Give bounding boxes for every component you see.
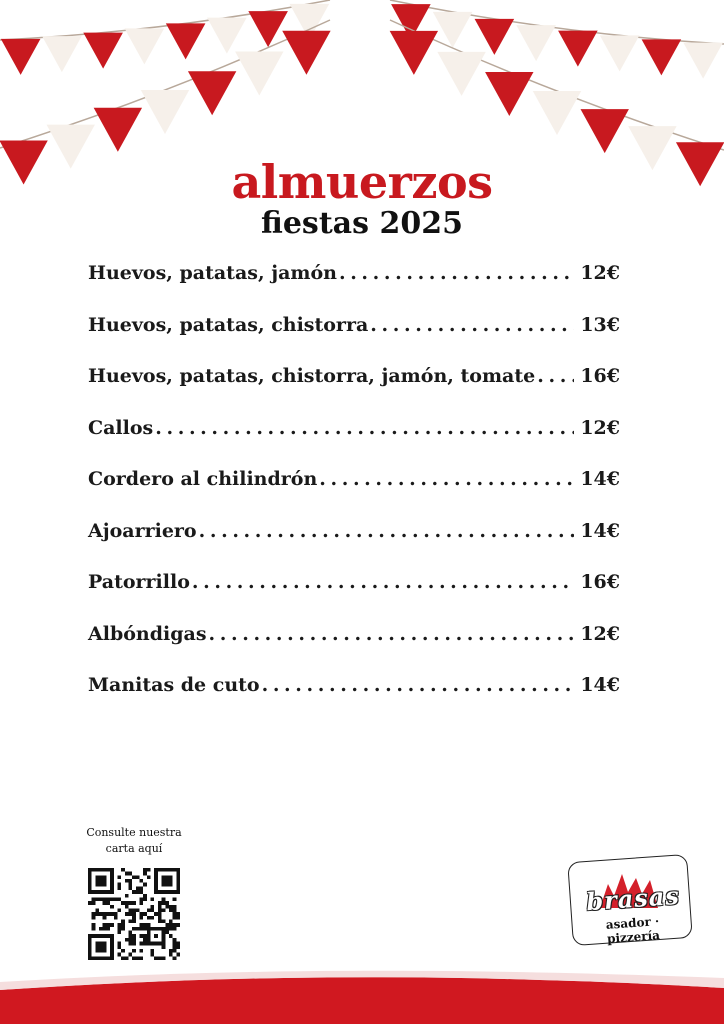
qr-module <box>121 868 125 872</box>
qr-module <box>140 934 144 938</box>
qr-module <box>103 897 107 901</box>
menu-item-price: 16€ <box>580 571 620 593</box>
qr-module <box>117 923 121 927</box>
bunting-flag <box>390 31 438 75</box>
qr-module <box>95 912 99 916</box>
qr-module <box>176 942 180 946</box>
bunting-flag <box>94 108 142 152</box>
qr-module <box>114 916 118 920</box>
menu-item-price: 12€ <box>580 622 620 645</box>
qr-module <box>106 927 110 931</box>
qr-module <box>173 923 177 927</box>
bunting-flag <box>642 39 682 75</box>
qr-module <box>128 883 132 887</box>
qr-module <box>173 927 177 931</box>
qr-module <box>121 923 125 927</box>
qr-module <box>128 901 132 905</box>
qr-module <box>158 920 162 924</box>
qr-module <box>117 897 121 901</box>
qr-module <box>176 912 180 916</box>
qr-module <box>125 901 129 905</box>
bottom-wave-decoration <box>0 960 724 1024</box>
qr-module <box>165 927 169 931</box>
qr-module <box>165 905 169 909</box>
bunting-flag <box>188 71 236 115</box>
qr-module <box>143 942 147 946</box>
qr-module <box>162 908 166 912</box>
qr-module <box>128 908 132 912</box>
qr-module <box>136 890 140 894</box>
qr-module <box>92 897 96 901</box>
qr-module <box>110 905 114 909</box>
qr-module <box>128 931 132 935</box>
qr-module <box>162 875 173 886</box>
qr-module <box>162 920 166 924</box>
qr-module <box>147 908 151 912</box>
qr-module <box>132 927 136 931</box>
bunting-flag <box>166 23 206 59</box>
qr-module <box>147 923 151 927</box>
qr-module <box>140 916 144 920</box>
qr-module <box>176 923 180 927</box>
qr-module <box>117 931 121 935</box>
qr-module <box>165 931 169 935</box>
qr-module <box>117 945 121 949</box>
qr-module <box>132 938 136 942</box>
qr-module <box>121 927 125 931</box>
qr-module <box>128 953 132 957</box>
menu-item-price: 12€ <box>580 416 620 439</box>
menu-item <box>88 520 620 572</box>
menu-item-price: 14€ <box>580 674 620 696</box>
qr-module <box>92 916 96 920</box>
qr-module <box>92 927 96 931</box>
qr-module <box>128 872 132 876</box>
page-title: almuerzos <box>231 155 493 209</box>
qr-module <box>162 897 166 901</box>
qr-module <box>95 875 106 886</box>
menu-item-name: Callos <box>88 416 154 439</box>
qr-caption-line: carta aquí <box>105 842 163 855</box>
qr-module <box>92 923 96 927</box>
qr-module <box>121 901 125 905</box>
menu-item-name: Albóndigas <box>88 622 207 645</box>
qr-module <box>173 916 177 920</box>
qr-module <box>143 923 147 927</box>
qr-module <box>158 905 162 909</box>
qr-module <box>143 927 147 931</box>
qr-module <box>103 901 107 905</box>
qr-module <box>121 949 125 953</box>
qr-module <box>158 908 162 912</box>
qr-module <box>173 938 177 942</box>
qr-module <box>173 912 177 916</box>
qr-module <box>132 934 136 938</box>
qr-module <box>158 916 162 920</box>
bunting-flag <box>207 18 247 54</box>
menu-item <box>88 571 620 623</box>
menu-item-price: 16€ <box>580 365 620 387</box>
qr-module <box>151 949 155 953</box>
qr-module <box>169 934 173 938</box>
qr-module <box>95 942 106 953</box>
qr-module <box>117 927 121 931</box>
qr-module <box>143 934 147 938</box>
qr-module <box>132 942 136 946</box>
bunting-flag <box>42 36 82 72</box>
qr-module <box>140 923 144 927</box>
qr-module <box>125 905 129 909</box>
qr-module <box>106 912 110 916</box>
qr-module <box>136 886 140 890</box>
brasas-logo <box>570 858 690 946</box>
qr-module <box>128 934 132 938</box>
menu-item <box>88 674 620 726</box>
qr-module <box>128 920 132 924</box>
qr-module <box>103 912 107 916</box>
qr-module <box>143 872 147 876</box>
qr-module <box>169 905 173 909</box>
menu-item <box>88 417 620 469</box>
qr-module <box>158 901 162 905</box>
menu-item <box>88 365 620 417</box>
menu-item-name: Huevos, patatas, chistorra <box>88 313 369 336</box>
qr-module <box>132 949 136 953</box>
qr-module <box>106 901 110 905</box>
qr-module <box>147 875 151 879</box>
qr-module <box>121 920 125 924</box>
qr-module <box>132 912 136 916</box>
qr-module <box>132 890 136 894</box>
bunting-flag <box>282 31 330 75</box>
qr-module <box>132 875 136 879</box>
qr-module <box>173 905 177 909</box>
dot-leader <box>155 417 574 439</box>
qr-module <box>143 912 147 916</box>
qr-module <box>110 912 114 916</box>
qr-module <box>125 938 129 942</box>
qr-module <box>173 949 177 953</box>
qr-module <box>92 901 96 905</box>
qr-module <box>117 886 121 890</box>
qr-module <box>117 875 121 879</box>
qr-module <box>99 912 103 916</box>
dot-leader <box>537 365 574 387</box>
page-subtitle: fiestas 2025 <box>261 206 463 241</box>
bunting-flag <box>600 35 640 71</box>
qr-module <box>128 879 132 883</box>
qr-module <box>151 953 155 957</box>
qr-module <box>125 894 129 898</box>
qr-module <box>114 912 118 916</box>
logo-word: brasas <box>585 880 681 917</box>
dot-leader <box>370 314 574 336</box>
qr-module <box>140 897 144 901</box>
qr-module <box>99 927 103 931</box>
qr-module <box>88 901 92 905</box>
qr-module <box>117 883 121 887</box>
qr-module <box>95 908 99 912</box>
qr-module <box>154 934 158 938</box>
qr-module <box>158 912 162 916</box>
menu-item-name: Huevos, patatas, chistorra, jamón, tomate <box>88 365 536 387</box>
qr-module <box>128 912 132 916</box>
qr-module <box>140 942 144 946</box>
qr-module <box>140 886 144 890</box>
bunting-flag <box>683 43 723 79</box>
qr-module <box>151 897 155 901</box>
bunting-flag <box>516 25 556 61</box>
qr-module <box>151 905 155 909</box>
qr-module <box>143 868 147 872</box>
qr-module <box>103 916 107 920</box>
qr-module <box>140 912 144 916</box>
qr-module <box>140 890 144 894</box>
qr-module <box>128 938 132 942</box>
qr-module <box>154 912 158 916</box>
dot-leader <box>339 262 574 284</box>
qr-module <box>173 897 177 901</box>
menu-list <box>88 262 620 726</box>
qr-module <box>162 901 166 905</box>
qr-module <box>117 942 121 946</box>
menu-item-price: 14€ <box>580 519 620 542</box>
qr-module <box>176 953 180 957</box>
qr-module <box>132 916 136 920</box>
qr-module <box>103 923 107 927</box>
dot-leader <box>209 623 575 645</box>
dot-leader <box>192 571 574 593</box>
qr-module <box>169 953 173 957</box>
menu-item-price: 13€ <box>580 313 620 336</box>
menu-item-name: Patorrillo <box>88 571 190 593</box>
qr-module <box>99 897 103 901</box>
menu-item <box>88 314 620 366</box>
qr-module <box>162 945 166 949</box>
qr-module <box>173 908 177 912</box>
qr-module <box>132 901 136 905</box>
qr-module <box>95 897 99 901</box>
dot-leader <box>319 468 574 490</box>
qr-module <box>110 897 114 901</box>
qr-module <box>169 949 173 953</box>
qr-module <box>147 916 151 920</box>
bunting-flag <box>558 31 598 67</box>
qr-module <box>165 923 169 927</box>
qr-module <box>143 897 147 901</box>
menu-item <box>88 623 620 675</box>
qr-module <box>125 912 129 916</box>
qr-module <box>117 953 121 957</box>
qr-module <box>114 897 118 901</box>
menu-item-name: Manitas de cuto <box>88 674 260 696</box>
menu-item-name: Huevos, patatas, jamón <box>88 262 337 284</box>
qr-module <box>176 945 180 949</box>
bunting-flag <box>581 109 629 153</box>
qr-module <box>125 872 129 876</box>
qr-module <box>140 879 144 883</box>
menu-item-price: 12€ <box>580 262 620 284</box>
qr-module <box>128 942 132 946</box>
qr-module <box>169 908 173 912</box>
menu-item-name: Ajoarriero <box>88 519 197 542</box>
qr-module <box>169 927 173 931</box>
menu-item <box>88 468 620 520</box>
menu-item-name: Cordero al chilindrón <box>88 468 318 490</box>
menu-item <box>88 262 620 314</box>
qr-module <box>169 920 173 924</box>
qr-module <box>136 908 140 912</box>
bunting-flag <box>533 91 581 135</box>
qr-caption <box>72 825 196 857</box>
bunting-flag <box>475 19 515 55</box>
qr-module <box>110 923 114 927</box>
menu-item-price: 14€ <box>580 468 620 490</box>
qr-module <box>92 912 96 916</box>
bunting-flag <box>437 52 485 96</box>
bunting-flag <box>83 33 123 69</box>
qr-module <box>143 894 147 898</box>
qr-module <box>103 927 107 931</box>
qr-module <box>136 927 140 931</box>
bunting-flag <box>235 51 283 95</box>
qr-module <box>176 916 180 920</box>
qr-module <box>147 868 151 872</box>
dot-leader <box>262 674 575 696</box>
dot-leader <box>199 520 575 542</box>
qr-module <box>140 927 144 931</box>
qr-module <box>140 949 144 953</box>
qr-module <box>136 875 140 879</box>
qr-module <box>140 901 144 905</box>
qr-module <box>106 897 110 901</box>
qr-module <box>132 908 136 912</box>
logo-subtitle: asador · pizzería <box>605 914 661 946</box>
bunting-flag <box>125 28 165 64</box>
qr-module <box>165 901 169 905</box>
qr-caption-line: Consulte nuestra <box>86 826 182 839</box>
qr-module <box>173 945 177 949</box>
qr-module <box>151 916 155 920</box>
qr-module <box>117 908 121 912</box>
qr-module <box>173 942 177 946</box>
qr-module <box>132 920 136 924</box>
qr-module <box>106 923 110 927</box>
qr-module <box>125 879 129 883</box>
qr-code[interactable] <box>88 868 180 960</box>
qr-module <box>143 883 147 887</box>
qr-module <box>151 908 155 912</box>
qr-module <box>169 923 173 927</box>
qr-module <box>128 886 132 890</box>
qr-module <box>143 938 147 942</box>
bunting-flag <box>1 39 41 75</box>
bunting-flag <box>141 90 189 134</box>
bunting-flag <box>485 72 533 116</box>
